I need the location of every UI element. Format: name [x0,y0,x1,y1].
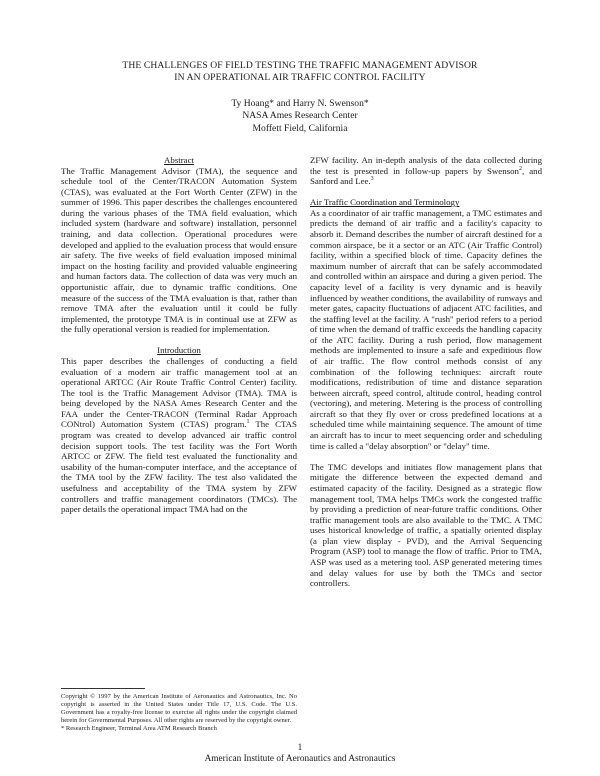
intro-cont-mid: , and Sanford and Lee. [310,165,542,187]
abstract-body: The Traffic Management Advisor (TMA), the sequence and schedule tool of the Center/TRACON Automation System (CTAS), was evaluated at the Fort Worth Center (ZFW) in the summer of 1996. This paper describes the challenges encountered during the various phases of the TMA field evaluation, which included system (hardware and software) installation, personnel training, and data collection. Operational procedures were developed and applied to the evaluation process that would ensure air safety. The five weeks of field evaluation imposed minimal impact on the hosting facility and provided valuable engineering and human factors data. The collection of data was very much an opportunistic affair, due to dynamic traffic conditions. One measure of the success of the TMA evaluation is that, rather than remove TMA after the evaluation until it could be fully implemented, the prototype TMA is in continual use at ZFW as the fully operational version is readied for implementation. [61,165,297,335]
footnotes [61,693,297,733]
right-column [310,155,542,589]
affiliation: NASA Ames Research Center [242,110,358,122]
footer-organization: American Institute of Aeronautics and Astronautics [204,754,396,764]
authors: Ty Hoang* and Harry N. Swenson* [231,98,369,109]
author-block [0,98,600,135]
introduction-body [61,356,297,515]
title-line-1: THE CHALLENGES OF FIELD TESTING THE TRAFFIC MANAGEMENT ADVISOR [122,60,478,71]
left-column [61,155,297,515]
intro-ref-3: 3 [370,176,374,183]
paper-title [0,60,600,84]
intro-text-b: The CTAS program was created to develop advanced air traffic control decision support tools. The test facility was the Fort Worth ARTCC or ZFW. The field test evaluated the functionality and usability of the human-computer interface, and the acceptance of the TMA tool by the ZFW facility. The test also validated the usefulness and acceptability of the TMA system by ZFW controllers and traffic management coordinators (TMCs). The paper details the operational impact TMA had on the [61,419,297,515]
page-footer [0,743,600,765]
abstract-heading: Abstract [164,155,194,165]
page-number: 1 [297,743,303,753]
introduction-continued [310,155,542,187]
intro-text-a: This paper describes the challenges of conducting a field evaluation of a modern air traffic management tool at an operational ARTCC (Air Route Traffic Control Center) facility. The tool is the Traffic Management Advisor (TMA). TMA is being developed by the NASA Ames Research Center and the FAA under the Center-TRACON (Terminal Radar Approach CONtrol) Automation System (CTAS) program. [61,356,297,430]
air-traffic-para-2: The TMC develops and initiates flow management plans that mitigate the difference between the expected demand and estimated capacity of the facility. Designed as a strategic flow management tool, TMA helps TMCs work the congested traffic by providing a prediction of near-future traffic conditions. Other traffic management tools are also available to the TMC. A TMC uses historical knowledge of traffic, a spatially oriented display (a plan view display - PVD), and the Arrival Sequencing Program (ASP) tool to manage the flow of traffic. Prior to TMA, ASP was used as a metering tool. ASP generated metering times and delay values for use by both the TMCs and sector controllers. [310,461,542,589]
introduction-heading: Introduction [157,345,201,356]
air-traffic-heading: Air Traffic Coordination and Terminology [310,197,460,208]
author-footnote: * Research Engineer, Terminal Area ATM Research Branch [61,725,217,732]
copyright-note: Copyright © 1997 by the American Institute of Aeronautics and Astronautics, Inc. No copyright is asserted in the United States under Title 17, U.S. Code. The U.S. Government has a royalty-free license to exercise all rights under the copyright claimed herein for Governmental Purposes. All other rights are reserved by the copyright owner. [61,693,297,724]
intro-ref-2: 2 [518,165,522,172]
intro-ref-1: 1 [246,419,250,426]
location: Moffett Field, California [252,122,348,134]
intro-cont-text: ZFW facility. An in-depth analysis of the data collected during the test is presented in follow-up papers by Swenson [310,155,542,176]
footnote-divider [61,688,145,689]
air-traffic-para-1: As a coordinator of air traffic management, a TMC estimates and predicts the demand of air traffic and a facility's capacity to absorb it. Demand describes the number of aircraft destined for a common airspace, be it a sector or an ATC (Air Traffic Control) facility, within a specified block of time. Capacity defines the maximum number of aircraft that can be safely accommodated and controlled within an airspace and during a given period. The capacity level of a facility is very dynamic and is heavily influenced by weather conditions, the availability of runways and meter gates, capacity fluctuations of adjacent ATC facilities, and the staffing level at the facility. A "rush" period refers to a period of time when the demand of traffic exceeds the handling capacity of the ATC facility. During a rush period, flow management methods are implemented to insure a safe and expeditious flow of air traffic. The flow control methods consist of any combination of the following techniques: aircraft route modifications, redistribution of time and distance separation between aircraft, speed control, altitude control, heading control (vectoring), and metering. Metering is the process of controlling aircraft so that they fly over or cross predefined locations at a scheduled time while maintaining sequence. The amount of time an aircraft has to incur to meet sequencing order and scheduling time is called a "delay absorption" or "delay" time. [310,207,542,451]
title-line-2: IN AN OPERATIONAL AIR TRAFFIC CONTROL FACILITY [174,72,426,83]
